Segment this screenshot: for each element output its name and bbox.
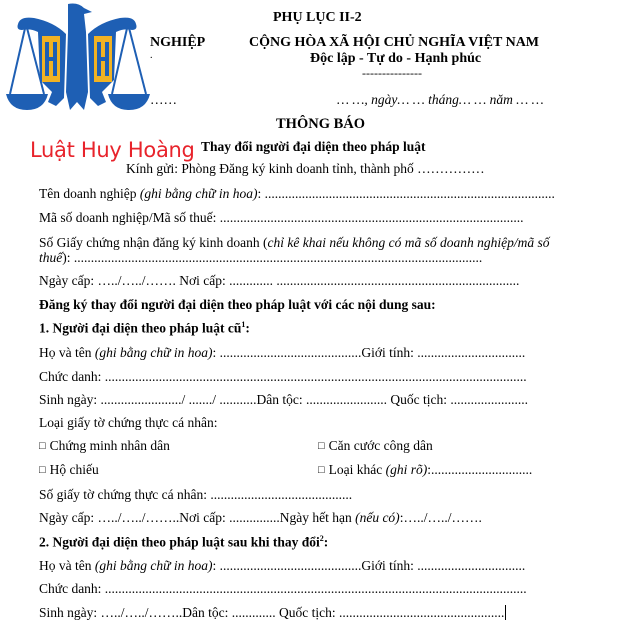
- id-issue-text: Ngày cấp: …../…../……..Nơi cấp: ...............Ngày hết hạn: [39, 510, 356, 525]
- id-option-hint: (ghi rõ): [385, 462, 428, 477]
- company-label: NGHIỆP: [150, 35, 206, 50]
- business-cert-hint: chỉ kê khai nếu không có mã số doanh nghiệp/mã số: [267, 235, 550, 250]
- huy-hoang-logo: [4, 2, 150, 114]
- motto: Độc lập - Tự do - Hạnh phúc: [310, 51, 482, 66]
- checkbox-icon[interactable]: □: [318, 440, 325, 452]
- tax-code-field[interactable]: Mã số doanh nghiệp/Mã số thuế: ..........................................................................................: [39, 210, 524, 225]
- old-rep-name-hint: (ghi bằng chữ in hoa): [94, 345, 213, 360]
- header-separator: ---------------: [362, 66, 422, 80]
- checkbox-icon[interactable]: □: [318, 464, 325, 476]
- new-rep-name-field[interactable]: [39, 558, 525, 574]
- old-rep-name-field[interactable]: [39, 345, 525, 361]
- company-name-fill[interactable]: : ......................................................................................: [257, 186, 555, 201]
- id-option-passport[interactable]: [39, 462, 99, 478]
- id-option-other[interactable]: [318, 462, 532, 478]
- company-name-label: Tên doanh nghiệp: [39, 186, 140, 201]
- h-letter-right-icon: [94, 36, 112, 82]
- new-rep-title-field[interactable]: Chức danh: .............................................................................................................................: [39, 581, 527, 596]
- cert-issue-field[interactable]: Ngày cấp: …../…../……. Nơi cấp: ............. ........................................................................: [39, 273, 520, 288]
- business-cert-hint-cont: thuế: [39, 250, 63, 265]
- watermark-text: Luật Huy Hoàng: [30, 138, 195, 162]
- id-option-label: Chứng minh nhân dân: [49, 438, 170, 453]
- old-rep-name-fill[interactable]: : ..........................................Giới tính: ................................: [212, 345, 526, 360]
- id-option-other-fill[interactable]: :..............................: [427, 462, 533, 477]
- h-letter-left-icon: [42, 36, 60, 82]
- id-type-label: Loại giấy tờ chứng thực cá nhân:: [39, 415, 218, 430]
- section2-heading-colon: :: [323, 534, 329, 550]
- appendix-label: PHỤ LỤC II-2: [273, 10, 362, 25]
- new-rep-birth-field[interactable]: [39, 605, 506, 621]
- id-option-label: Hộ chiếu: [49, 462, 99, 477]
- old-rep-name-label: Họ và tên: [39, 345, 95, 360]
- company-dots: ……: [150, 92, 177, 107]
- old-rep-birth-field[interactable]: Sinh ngày: ......................../ ......./ ...........Dân tộc: ........................ Quốc tịch: .......................: [39, 392, 528, 407]
- footnote-1: 1: [241, 320, 246, 329]
- section1-heading-colon: :: [245, 320, 250, 336]
- id-issue-field[interactable]: [39, 510, 482, 526]
- register-heading: Đăng ký thay đổi người đại diện theo pháp luật với các nội dung sau:: [39, 297, 436, 312]
- new-rep-name-fill[interactable]: : ..........................................Giới tính: ................................: [212, 558, 526, 573]
- old-rep-title-field[interactable]: Chức danh: .............................................................................................................................: [39, 369, 527, 384]
- id-option-label: Căn cước công dân: [328, 438, 433, 453]
- id-option-label: Loại khác: [328, 462, 386, 477]
- section2-heading: [39, 534, 328, 551]
- business-cert-field[interactable]: [39, 235, 549, 251]
- checkbox-icon[interactable]: □: [39, 464, 46, 476]
- footnote-2: 2: [319, 534, 324, 543]
- id-expiry-fill[interactable]: :…../…../…….: [399, 510, 482, 525]
- company-dot: .: [150, 50, 153, 61]
- id-issue-hint: (nếu có): [355, 510, 400, 525]
- id-option-cccd[interactable]: [318, 438, 433, 454]
- checkbox-icon[interactable]: □: [39, 440, 46, 452]
- id-option-cmnd[interactable]: [39, 438, 170, 454]
- section1-heading-text: 1. Người đại diện theo pháp luật cũ: [39, 320, 242, 336]
- document-subtitle: Thay đổi người đại diện theo pháp luật: [201, 139, 426, 154]
- section1-heading: [39, 320, 250, 337]
- date-line: … …, ngày… … tháng… … năm … …: [337, 92, 544, 107]
- business-cert-fill-line[interactable]: [39, 250, 482, 266]
- addressee: Kính gửi: Phòng Đăng ký kinh doanh tỉnh, thành phố ……………: [126, 161, 485, 176]
- new-rep-name-hint: (ghi bằng chữ in hoa): [94, 558, 213, 573]
- new-rep-name-label: Họ và tên: [39, 558, 95, 573]
- business-cert-label: Số Giấy chứng nhận đăng ký kinh doanh (: [39, 235, 268, 250]
- text-cursor: [505, 605, 506, 620]
- document-title: THÔNG BÁO: [276, 116, 366, 132]
- new-rep-birth-text[interactable]: Sinh ngày: …../…../……..Dân tộc: ............. Quốc tịch: .................................................: [39, 605, 505, 620]
- country-name: CỘNG HÒA XÃ HỘI CHỦ NGHĨA VIỆT NAM: [249, 35, 540, 50]
- business-cert-fill[interactable]: ): .........................................................................................................................: [62, 250, 483, 265]
- section2-heading-text: 2. Người đại diện theo pháp luật sau khi thay đổi: [39, 534, 320, 550]
- company-name-field[interactable]: [39, 186, 555, 202]
- id-number-field[interactable]: Số giấy tờ chứng thực cá nhân: ..........................................: [39, 487, 353, 502]
- company-name-hint: (ghi bằng chữ in hoa): [139, 186, 258, 201]
